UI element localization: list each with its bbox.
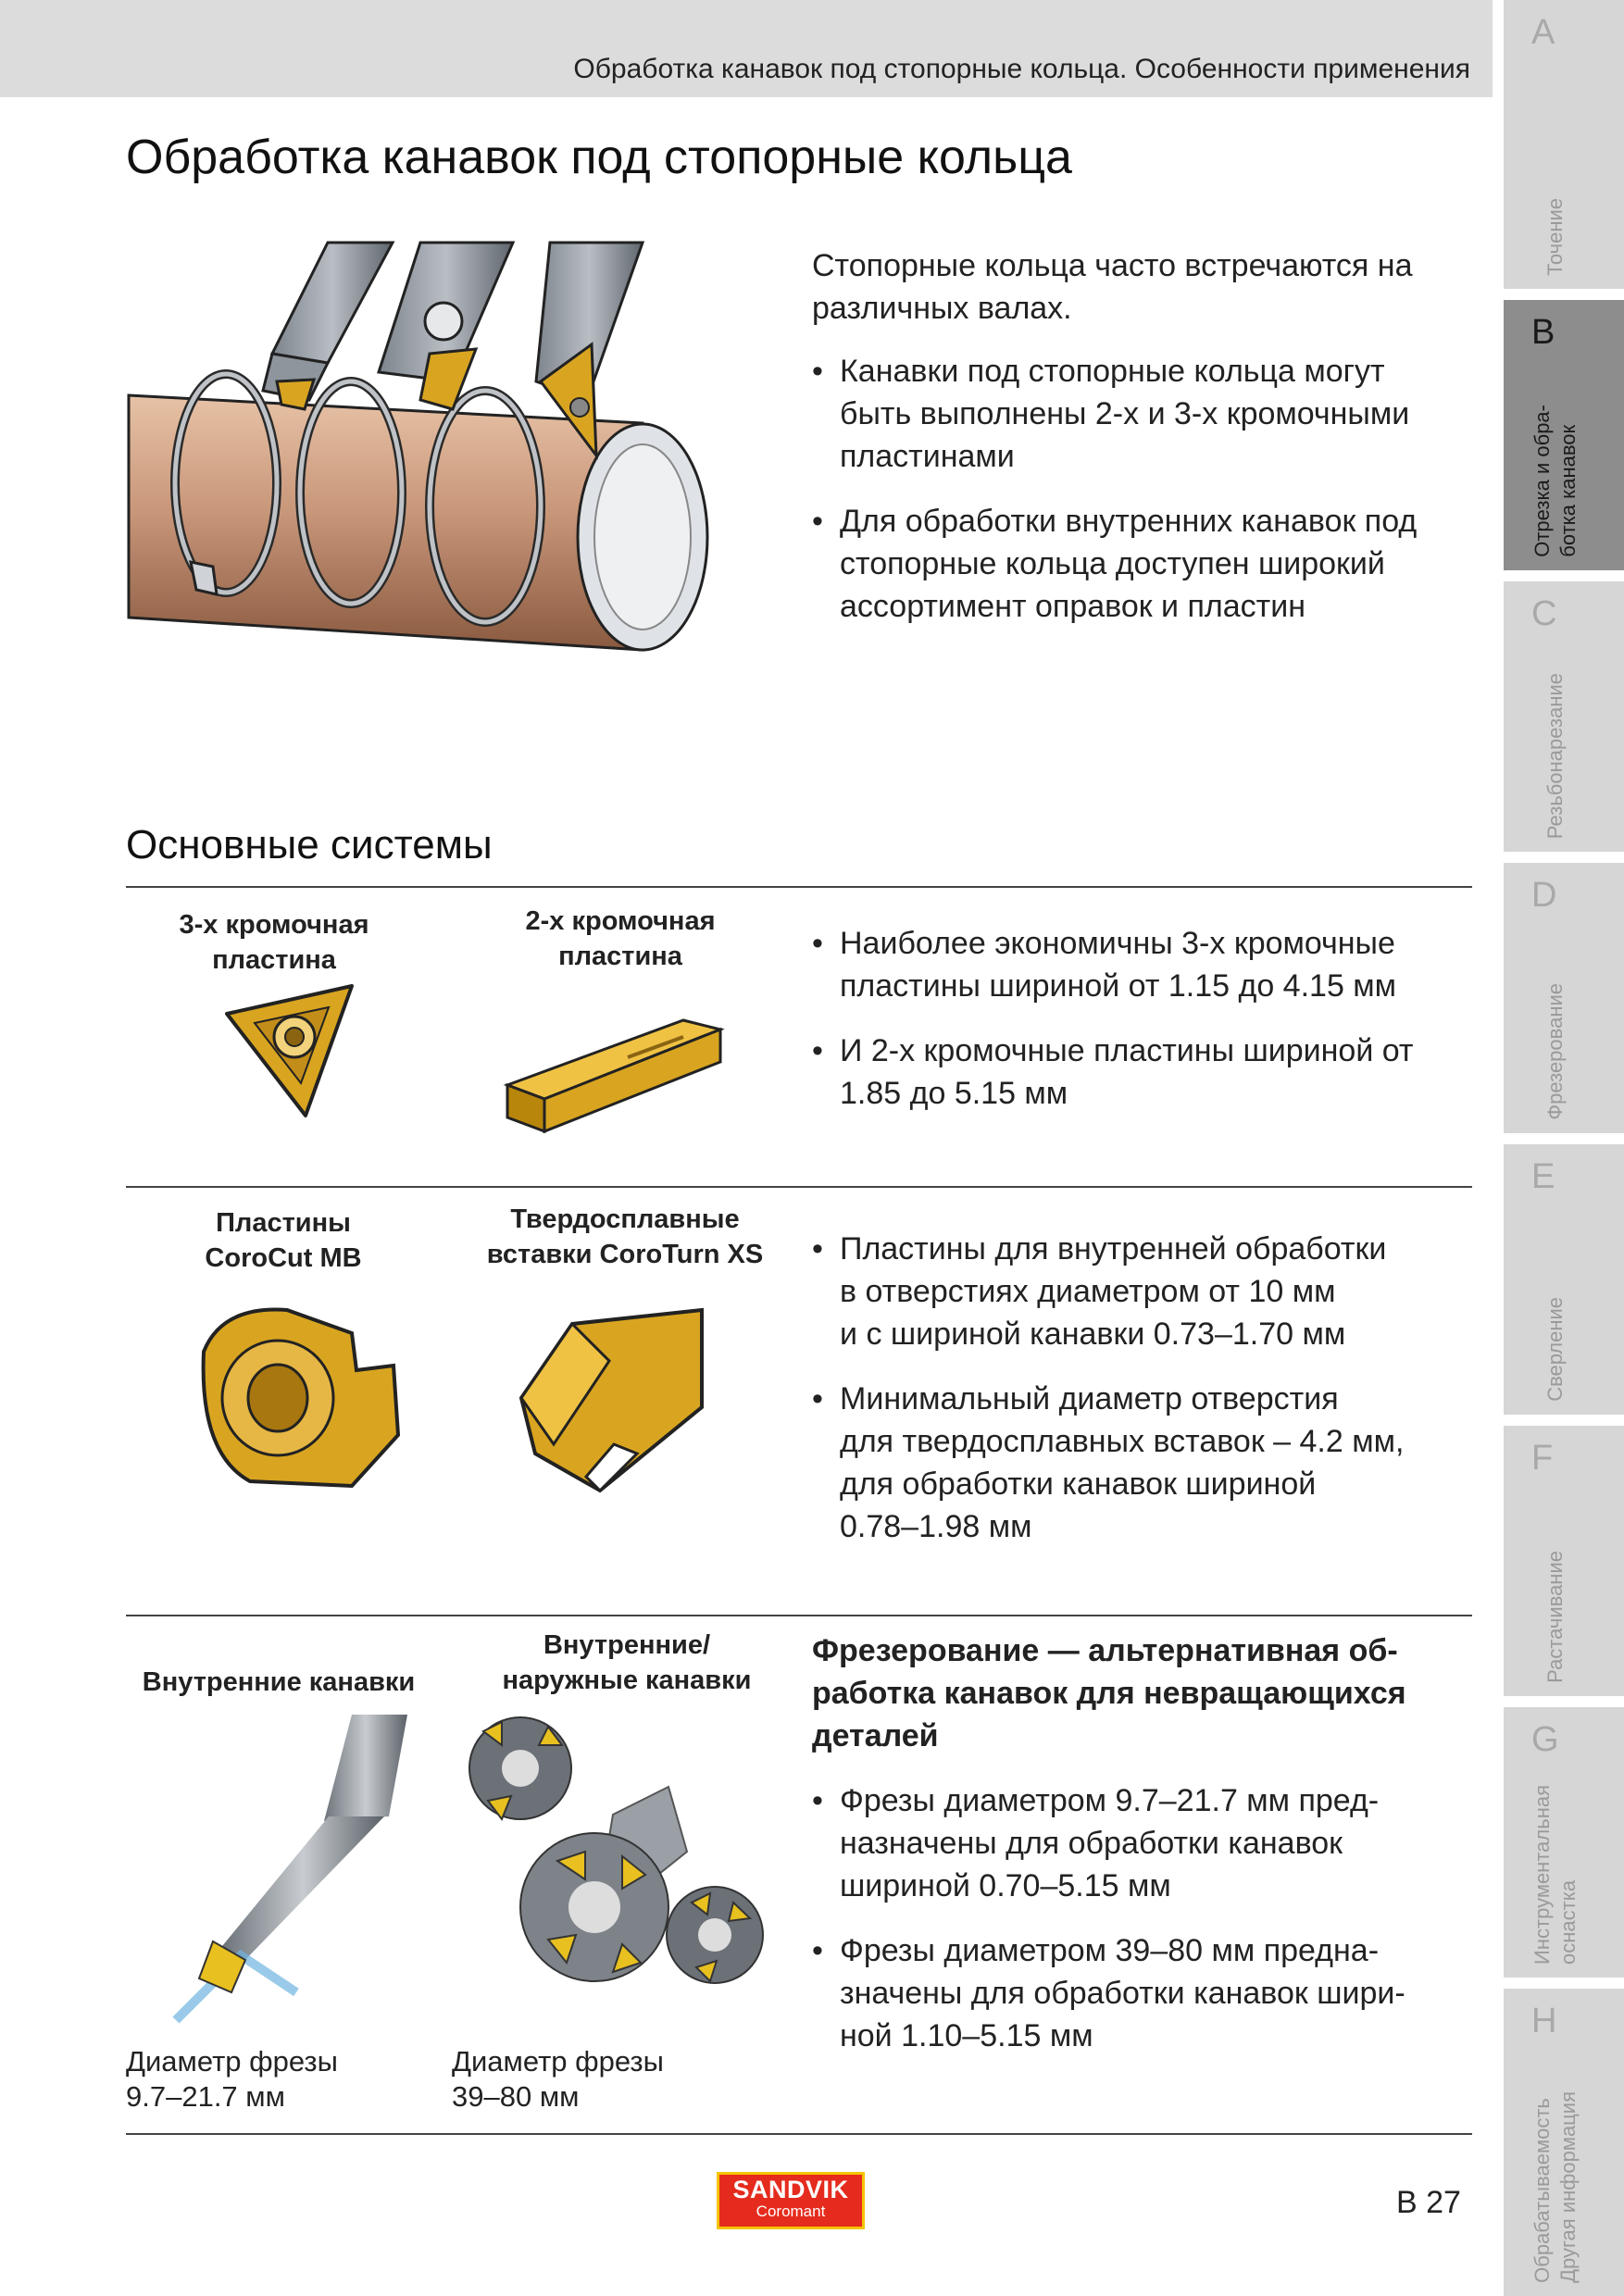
page-number: B 27: [1396, 2185, 1461, 2220]
logo-line-1: SANDVIK: [732, 2176, 849, 2203]
coroturn-xs-insert-image: [517, 1305, 711, 1500]
list-item: • Для обработки внутренних канавок под стопорные кольца доступен широкий ассортимент оправок и пластин: [812, 500, 1479, 628]
tab-label: Фрезерование: [1543, 983, 1567, 1120]
tab-label: Сверление: [1543, 1297, 1567, 1402]
caption-2-edge-insert: 2-х кромочная пластина: [525, 906, 716, 971]
intro-bullets: [812, 350, 1479, 650]
row1-bullets: [812, 922, 1479, 1137]
caption-internal-grooves: Внутренние канавки: [142, 1667, 416, 1697]
caption-internal-external-grooves: Внутренние/ наружные канавки: [502, 1630, 752, 1695]
tab-label: Резьбонарезание: [1543, 672, 1567, 839]
divider: [126, 1186, 1472, 1188]
list-item: • Наиболее экономичны 3-х кромочные пластины шириной от 1.15 до 4.15 мм: [812, 922, 1479, 1007]
shaft-grooving-illustration: [124, 243, 763, 687]
caption-corocut-mb: Пластины CoroCut MB: [205, 1208, 362, 1273]
tab-label: Растачивание: [1543, 1551, 1567, 1683]
milling-heading: Фрезерование — альтернативная об- работка канавок для невращающихся деталей: [812, 1633, 1406, 1753]
two-edge-insert-image: [498, 992, 725, 1141]
tab-e[interactable]: [1504, 1144, 1624, 1415]
list-item: • Фрезы диаметром 39–80 мм предна- значены для обработки канавок шири- ной 1.10–5.15 мм: [812, 1929, 1479, 2057]
list-item: • И 2-х кромочные пластины шириной от 1.85 до 5.15 мм: [812, 1029, 1479, 1115]
logo-line-2: Coromant: [756, 2202, 826, 2220]
tab-letter: F: [1531, 1439, 1554, 1478]
tab-label: Обрабатываемость Другая информация: [1530, 2091, 1580, 2283]
tab-f[interactable]: [1504, 1426, 1624, 1696]
tab-b[interactable]: [1504, 300, 1624, 570]
row2-bullets: [812, 1228, 1479, 1570]
small-mill-image: [139, 1715, 417, 2029]
tab-letter: D: [1531, 876, 1557, 915]
divider: [126, 886, 1472, 888]
tab-letter: A: [1531, 13, 1555, 52]
three-edge-insert-image: [222, 981, 361, 1120]
list-item: • Минимальный диаметр отверстия для твердосплавных вставок – 4.2 мм, для обработки канавок шириной 0.78–1.98 мм: [812, 1378, 1479, 1548]
corocut-mb-insert-image: [194, 1296, 398, 1491]
list-item: • Пластины для внутренней обработки в отверстиях диаметром от 10 мм и с шириной канавки 0.73–1.70 мм: [812, 1228, 1479, 1355]
page-title: Обработка канавок под стопорные кольца: [126, 131, 1072, 184]
tab-c[interactable]: [1504, 581, 1624, 852]
tab-label: Инструментальная оснастка: [1530, 1785, 1580, 1965]
tab-letter: B: [1531, 313, 1555, 352]
diameter-large-mill: Диаметр фрезы 39–80 мм: [452, 2045, 664, 2113]
tab-letter: E: [1531, 1157, 1555, 1196]
tab-h[interactable]: [1504, 1989, 1624, 2296]
section-title: Основные системы: [126, 822, 493, 867]
tab-letter: G: [1531, 1720, 1559, 1759]
tab-letter: C: [1531, 594, 1557, 633]
tab-label: Отрезка и обра- ботка канавок: [1530, 405, 1580, 557]
diameter-small-mill: Диаметр фрезы 9.7–21.7 мм: [126, 2045, 338, 2113]
row3-bullets: [812, 1779, 1479, 2079]
large-mill-image: [446, 1703, 770, 2037]
divider: [126, 1615, 1472, 1616]
divider: [126, 2133, 1472, 2135]
intro-paragraph: Стопорные кольца часто встречаются на различных валах.: [812, 248, 1413, 326]
tab-label: Точение: [1543, 198, 1567, 276]
running-title: Обработка канавок под стопорные кольца. Особенности применения: [573, 54, 1470, 84]
chapter-sidebar: [1504, 0, 1624, 2296]
tab-a[interactable]: [1504, 0, 1624, 289]
tab-g[interactable]: [1504, 1707, 1624, 1978]
list-item: • Фрезы диаметром 9.7–21.7 мм пред- назначены для обработки канавок шириной 0.70–5.15 мм: [812, 1779, 1479, 1907]
tab-letter: H: [1531, 2002, 1557, 2040]
sandvik-coromant-logo: [717, 2172, 865, 2229]
list-item: • Канавки под стопорные кольца могут быть выполнены 2-х и 3-х кромочными пластинами: [812, 350, 1479, 478]
caption-3-edge-insert: 3-х кромочная пластина: [179, 910, 369, 975]
caption-coroturn-xs: Твердосплавные вставки CoroTurn XS: [486, 1204, 764, 1269]
tab-d[interactable]: [1504, 863, 1624, 1133]
